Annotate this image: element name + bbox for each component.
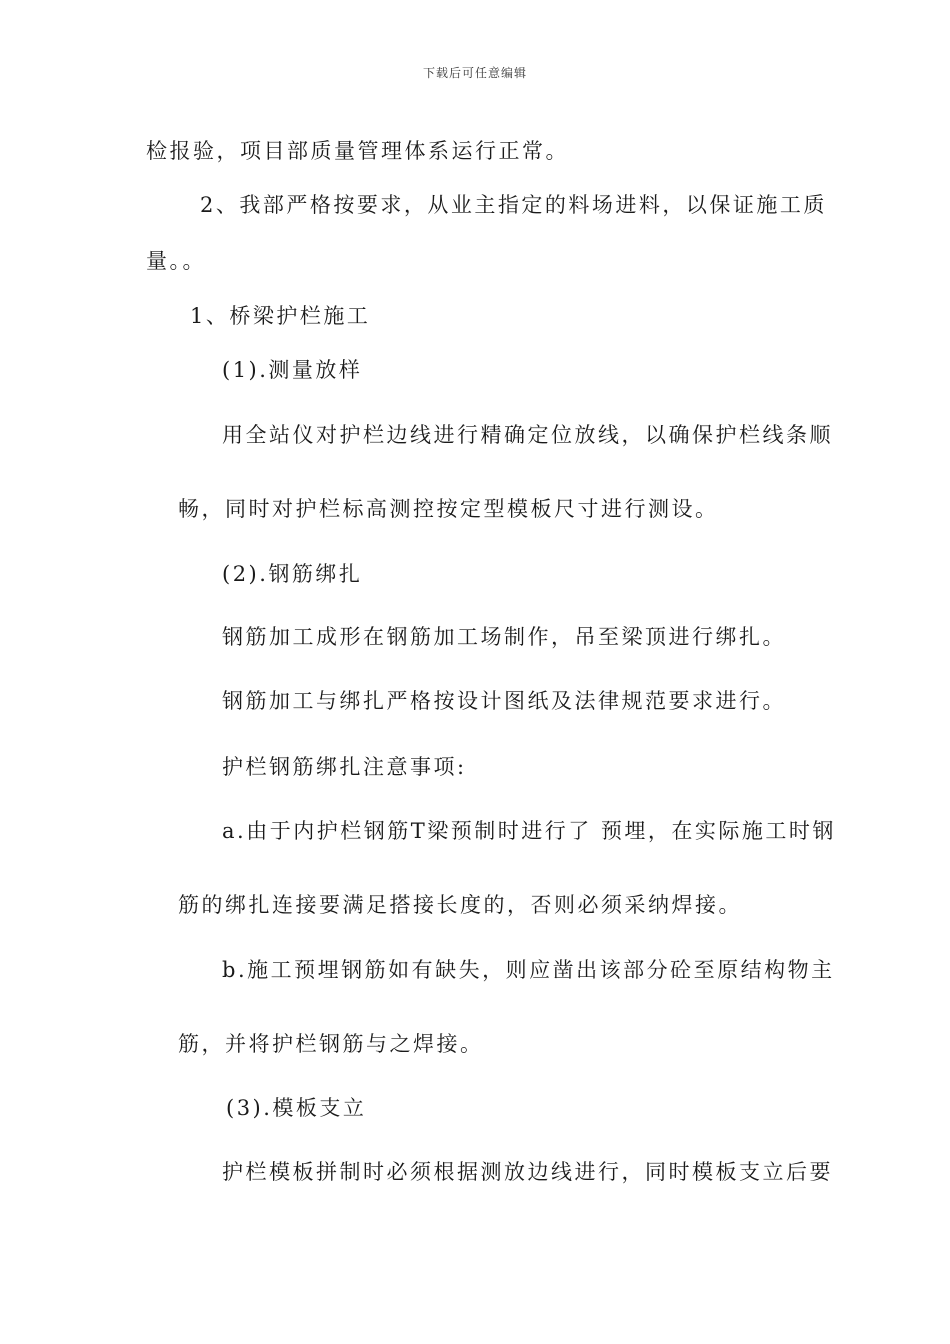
paragraph-line: 检报验，项目部质量管理体系运行正常。: [146, 139, 569, 163]
page-header: 下载后可任意编辑: [422, 66, 527, 80]
paragraph-line: a.由于内护栏钢筋T梁预制时进行了 预埋，在实际施工时钢: [222, 819, 836, 843]
subsection-heading: (1).测量放样: [222, 358, 363, 382]
paragraph-line: 2、我部严格按要求，从业主指定的料场进料，以保证施工质: [200, 193, 827, 217]
paragraph-line: 筋，并将护栏钢筋与之焊接。: [178, 1032, 484, 1056]
subsection-heading: (2).钢筋绑扎: [222, 562, 363, 586]
paragraph-line: 护栏模板拼制时必须根据测放边线进行，同时模板支立后要: [222, 1160, 833, 1184]
paragraph-line: 护栏钢筋绑扎注意事项:: [222, 755, 467, 779]
paragraph-line: 量。。: [146, 249, 206, 273]
paragraph-line: 用全站仪对护栏边线进行精确定位放线，以确保护栏线条顺: [222, 423, 833, 447]
section-heading: 1、桥梁护栏施工: [190, 304, 371, 328]
subsection-heading: (3).模板支立: [226, 1096, 367, 1120]
paragraph-line: 畅，同时对护栏标高测控按定型模板尺寸进行测设。: [178, 497, 719, 521]
paragraph-line: 筋的绑扎连接要满足搭接长度的，否则必须采纳焊接。: [178, 893, 742, 917]
paragraph-line: b.施工预埋钢筋如有缺失，则应凿出该部分砼至原结构物主: [222, 958, 835, 982]
paragraph-line: 钢筋加工成形在钢筋加工场制作，吊至梁顶进行绑扎。: [222, 625, 786, 649]
paragraph-line: 钢筋加工与绑扎严格按设计图纸及法律规范要求进行。: [222, 689, 786, 713]
